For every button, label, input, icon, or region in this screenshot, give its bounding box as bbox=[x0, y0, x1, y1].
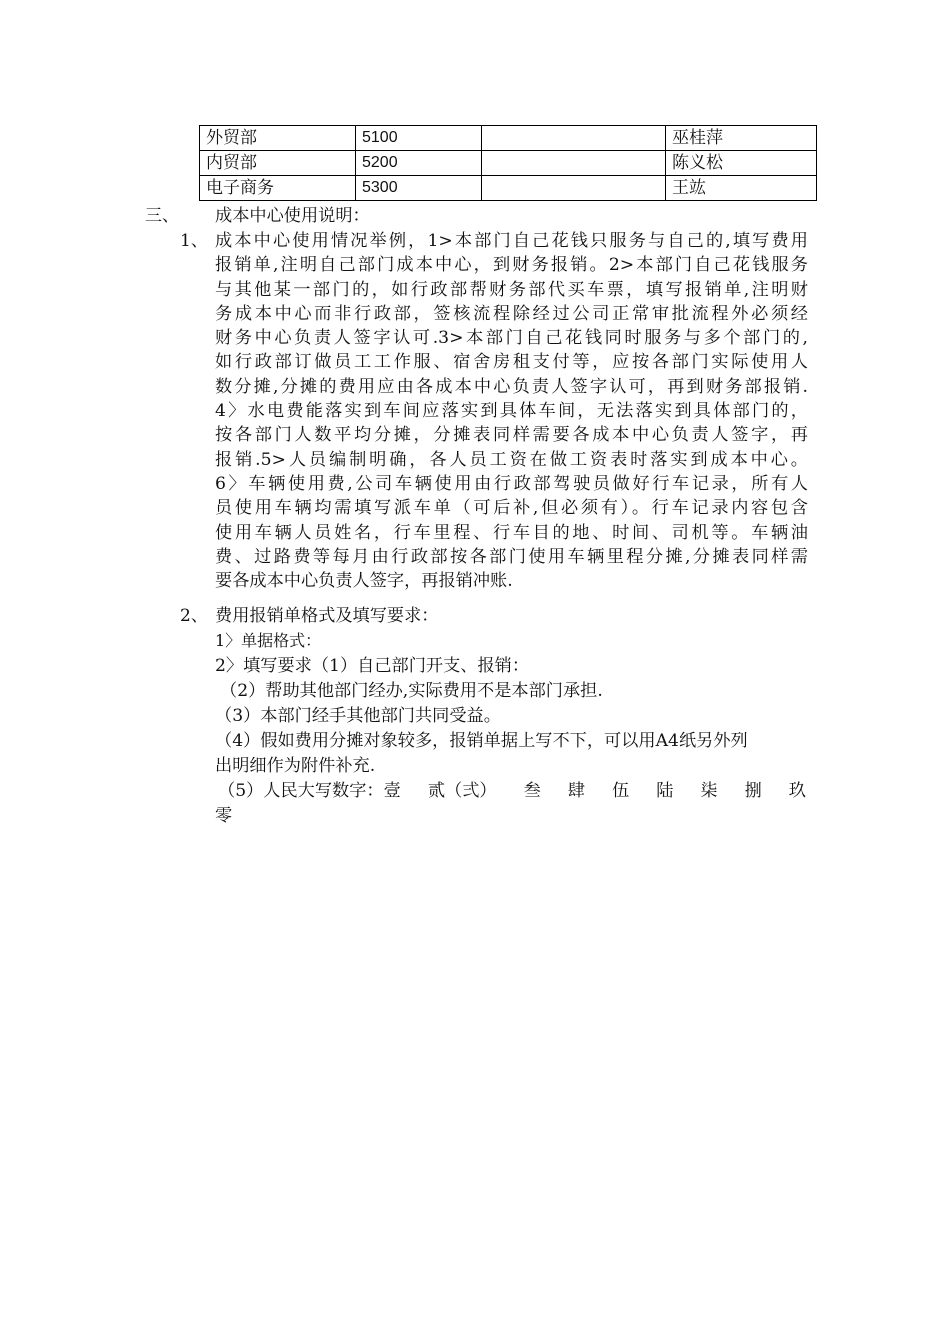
dept-name-cell: 外贸部 bbox=[200, 126, 356, 151]
item-number: 2、 bbox=[180, 606, 208, 626]
sub-item: 出明细作为附件补充. bbox=[215, 756, 376, 776]
paragraph-line: 4〉水电费能落实到车间应落实到具体车间，无法落实到具体部门的， bbox=[215, 401, 808, 422]
numeral: 陆 bbox=[656, 781, 674, 801]
manager-name-cell: 王竑 bbox=[666, 176, 817, 201]
manager-name-cell: 巫桂萍 bbox=[666, 126, 817, 151]
paragraph-line: 务成本中心而非行政部，签核流程除经过公司正常审批流程外必须经 bbox=[215, 303, 808, 324]
table-row bbox=[200, 126, 817, 151]
numeral: 零 bbox=[215, 806, 233, 826]
numeral: 贰（弍） bbox=[427, 781, 497, 801]
manager-name-cell: 陈义松 bbox=[666, 151, 817, 176]
item-number: 1、 bbox=[180, 231, 208, 251]
dept-name-cell: 内贸部 bbox=[200, 151, 356, 176]
item2-title: 费用报销单格式及填写要求： bbox=[215, 606, 439, 626]
paragraph-line: 数分摊,分摊的费用应由各成本中心负责人签字认可，再到财务部报销. bbox=[215, 376, 808, 397]
paragraph-line: 如行政部订做员工工作服、宿舍房租支付等，应按各部门实际使用人 bbox=[215, 352, 808, 373]
sub-item: （4）假如费用分摊对象较多，报销单据上写不下，可以用A4纸另外列 bbox=[215, 731, 748, 751]
section-number: 三、 bbox=[145, 206, 179, 226]
numeral: 柒 bbox=[700, 781, 718, 801]
numerals-label: （5）人民大写数字：壹 bbox=[218, 781, 401, 801]
cost-center-code-cell: 5300 bbox=[356, 176, 482, 201]
sub-item: （2）帮助其他部门经办,实际费用不是本部门承担. bbox=[220, 681, 603, 701]
cost-center-code-cell: 5100 bbox=[356, 126, 482, 151]
numeral: 捌 bbox=[744, 781, 762, 801]
cost-center-table bbox=[199, 125, 817, 201]
paragraph-line: 成本中心使用情况举例，1>本部门自己花钱只服务与自己的,填写费用 bbox=[215, 231, 808, 251]
section-title: 成本中心使用说明： bbox=[215, 206, 370, 226]
item1-paragraph bbox=[215, 229, 808, 593]
paragraph-line: 报销单,注明自己部门成本中心，到财务报销。2>本部门自己花钱服务 bbox=[215, 255, 808, 276]
paragraph-line: 要各成本中心负责人签字，再报销冲账. bbox=[215, 571, 513, 592]
paragraph-line: 6〉车辆使用费,公司车辆使用由行政部驾驶员做好行车记录，所有人 bbox=[215, 473, 808, 494]
numeral: 玖 bbox=[788, 781, 806, 801]
sub-item: 1〉单据格式： bbox=[215, 631, 322, 650]
empty-cell bbox=[482, 151, 666, 176]
paragraph-line: 与其他某一部门的，如行政部帮财务部代买车票，填写报销单,注明财 bbox=[215, 279, 808, 300]
paragraph-line: 使用车辆人员姓名，行车里程、行车目的地、时间、司机等。车辆油 bbox=[215, 522, 808, 543]
empty-cell bbox=[482, 126, 666, 151]
numeral: 肆 bbox=[567, 781, 585, 801]
sub-item: 2〉填写要求（1）自己部门开支、报销： bbox=[215, 656, 530, 676]
paragraph-line: 财务中心负责人签字认可.3>本部门自己花钱同时服务与多个部门的, bbox=[215, 328, 808, 349]
dept-name-cell: 电子商务 bbox=[200, 176, 356, 201]
table-row bbox=[200, 151, 817, 176]
paragraph-line: 报销.5>人员编制明确，各人员工资在做工资表时落实到成本中心。 bbox=[215, 449, 808, 470]
chinese-numerals-row bbox=[218, 779, 806, 803]
table-row bbox=[200, 176, 817, 201]
paragraph-line: 费、过路费等每月由行政部按各部门使用车辆里程分摊,分摊表同样需 bbox=[215, 546, 808, 567]
numeral: 叁 bbox=[523, 781, 541, 801]
sub-item: （3）本部门经手其他部门共同受益。 bbox=[215, 706, 501, 726]
paragraph-line: 按各部门人数平均分摊，分摊表同样需要各成本中心负责人签字，再 bbox=[215, 425, 808, 446]
cost-center-code-cell: 5200 bbox=[356, 151, 482, 176]
numeral: 伍 bbox=[611, 781, 630, 801]
empty-cell bbox=[482, 176, 666, 201]
paragraph-line: 员使用车辆均需填写派车单（可后补,但必须有）。行车记录内容包含 bbox=[215, 498, 808, 519]
